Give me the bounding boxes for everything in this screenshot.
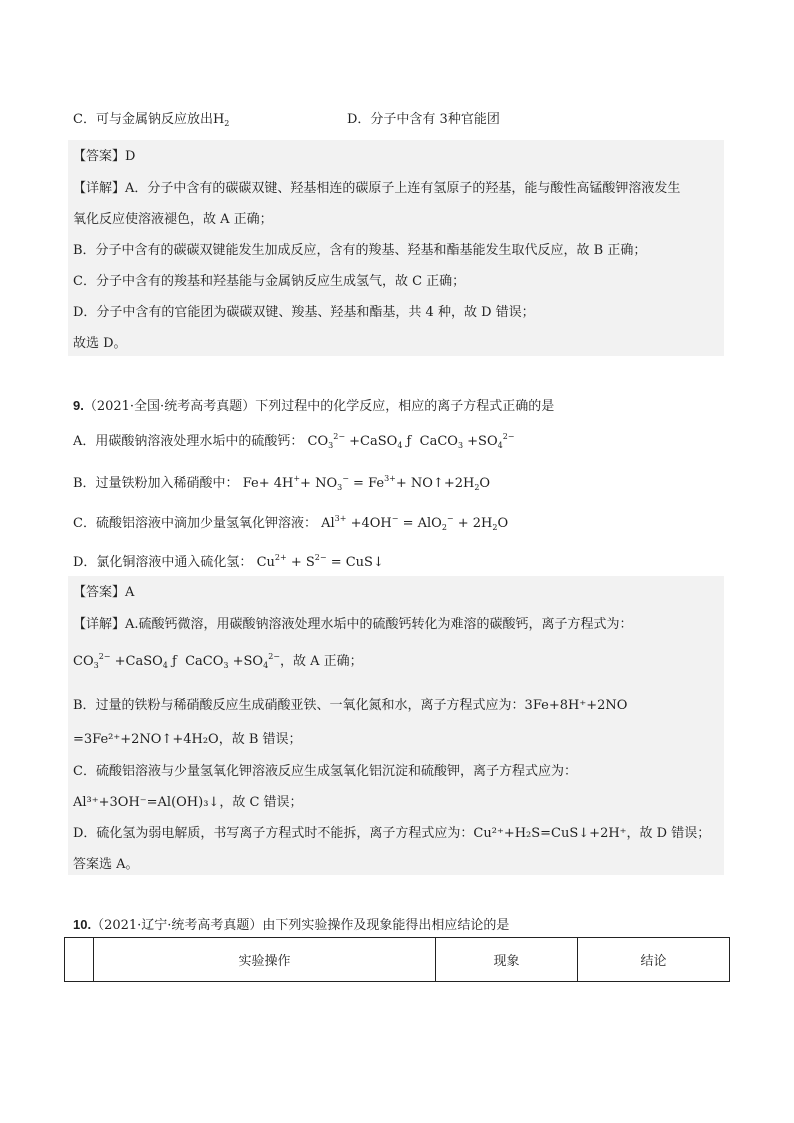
answer-label: 【答案】D [73, 149, 136, 164]
table-header-cell: 结论 [578, 938, 730, 982]
answer-label: 【答案】A [73, 585, 135, 600]
explanation-line: B．过量的铁粉与稀硝酸反应生成硝酸亚铁、一氧化氮和水，离子方程式应为：3Fe+8H⁺+2NO [73, 698, 628, 713]
experiment-table [64, 937, 730, 982]
explanation-line: 【详解】A．分子中含有的碳碳双键、羟基相连的碳原子上连有氢原子的羟基，能与酸性高锰酸钾溶液发生 [73, 181, 681, 196]
explanation-line: C．硫酸铝溶液与少量氢氧化钾溶液反应生成氢氧化铝沉淀和硫酸钾，离子方程式应为： [73, 764, 577, 779]
q9-option-b: B．过量铁粉加入稀硝酸中： $Fe+ 4H^++ NO_3^- = Fe^{3+}+$ $NO↑+2H_2O$ [73, 474, 491, 492]
q8-option-d: D．分子中含有 3种官能团 [347, 112, 500, 127]
q8-option-c: C．可与金属钠反应放出$H_2$ [73, 112, 230, 128]
explanation-line: $CO_3^{2-}$ +CaSO$_4$ ƒ CaCO$_3$ $+SO_4^{2-}$，故 A 正确； [73, 652, 363, 670]
explanation-line: 答案选 A。 [73, 857, 139, 872]
equation-a: $CO_3^{2-}$ +CaSO$_4$ ƒ CaCO$_3$ $+SO_4^{2-}$ [307, 432, 515, 450]
equation-b: $Fe+ 4H^++ NO_3^- = Fe^{3+}+$ $NO↑+2H_2O$ [242, 474, 491, 492]
table-header-row [65, 938, 730, 982]
equation-a-repeat: $CO_3^{2-}$ +CaSO$_4$ ƒ CaCO$_3$ $+SO_4^{2-}$ [73, 652, 280, 670]
explanation-line: 氧化反应使溶液褪色，故 A 正确； [73, 212, 273, 227]
table-header-cell: 实验操作 [94, 938, 436, 982]
table-header-cell [65, 938, 94, 982]
explanation-line: B．分子中含有的碳碳双键能发生加成反应，含有的羧基、羟基和酯基能发生取代反应，故 B 正确； [73, 243, 647, 258]
explanation-line: D．硫化氢为弱电解质，书写离子方程式时不能拆，离子方程式应为：Cu²⁺+H₂S=CuS↓+2H⁺，故 D 错误； [73, 826, 711, 841]
explanation-line: 【详解】A.硫酸钙微溶，用碳酸钠溶液处理水垢中的硫酸钙转化为难溶的碳酸钙，离子方程式为： [73, 617, 633, 632]
explanation-line: Al³⁺+3OH⁻=Al(OH)₃↓，故 C 错误； [73, 795, 303, 810]
equation-c: $Al^{3+} +4OH^- = AlO_2^- + 2H_2O$ [321, 514, 509, 532]
table-header-cell: 现象 [436, 938, 578, 982]
equation-d: $Cu^{2+} + S^{2-}$ = CuS↓ [256, 553, 384, 570]
explanation-line: D．分子中含有的官能团为碳碳双键、羧基、羟基和酯基，共 4 种，故 D 错误； [73, 305, 535, 320]
q9-option-d: D．氯化铜溶液中通入硫化氢： $Cu^{2+} + S^{2-}$ = CuS↓ [73, 553, 384, 570]
explanation-line: =3Fe²⁺+2NO↑+4H₂O，故 B 错误； [73, 732, 302, 747]
explanation-line: 故选 D。 [73, 336, 127, 351]
question-9-stem: 9.（2021·全国·统考高考真题）下列过程中的化学反应，相应的离子方程式正确的是 [73, 398, 555, 414]
q9-option-a: A．用碳酸钠溶液处理水垢中的硫酸钙： $CO_3^{2-}$ +CaSO$_4$ ƒ CaCO$_3$ $+SO_4^{2-}$ [73, 432, 515, 450]
question-10-stem: 10.（2021·辽宁·统考高考真题）由下列实验操作及现象能得出相应结论的是 [73, 917, 510, 933]
q9-option-c: C．硫酸铝溶液中滴加少量氢氧化钾溶液： $Al^{3+} +4OH^- = AlO_2^- + 2H_2O$ [73, 514, 509, 532]
explanation-line: C．分子中含有的羧基和羟基能与金属钠反应生成氢气，故 C 正确； [73, 274, 466, 289]
